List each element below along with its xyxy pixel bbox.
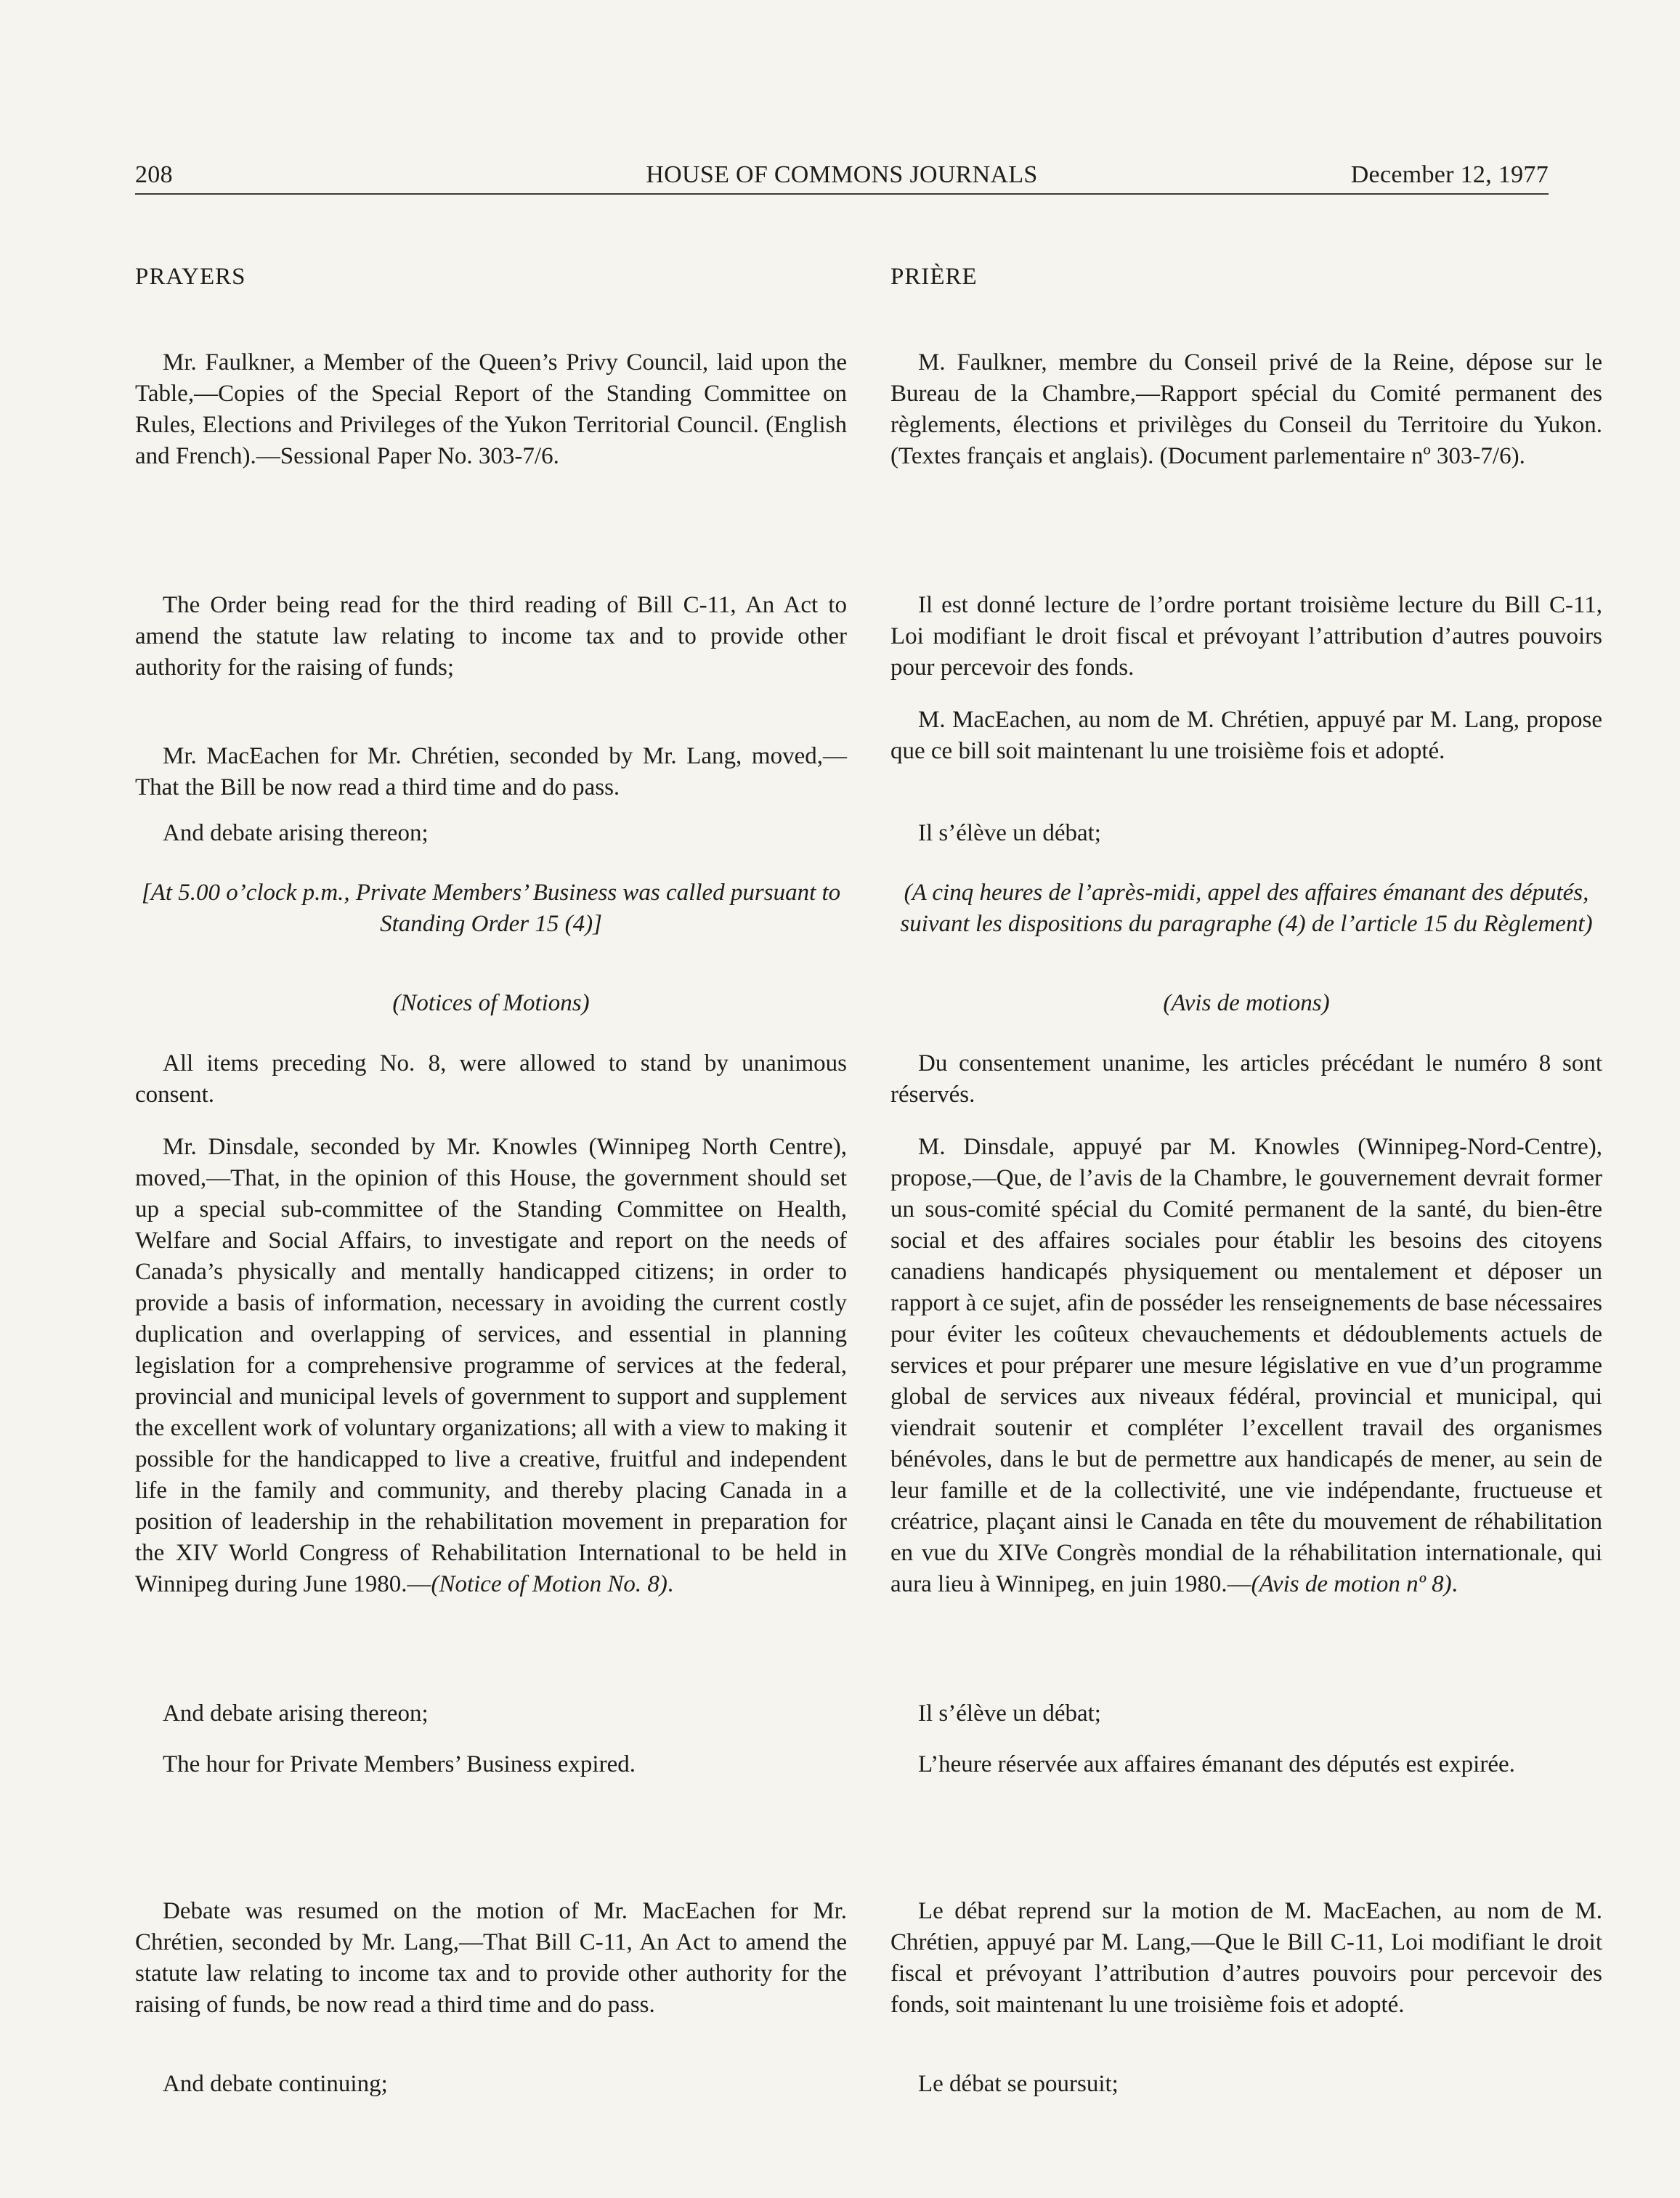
fr-dinsdale-ref: (Avis de motion nº 8) <box>1251 1571 1452 1597</box>
fr-dinsdale-end: . <box>1451 1571 1458 1597</box>
en-dinsdale-ref: (Notice of Motion No. 8) <box>431 1571 667 1597</box>
fr-dinsdale-motion <box>890 1132 1602 1600</box>
en-debate-arising-2: And debate arising thereon; <box>163 1700 429 1727</box>
fr-debate-arising-1: Il s’élève un débat; <box>918 820 1101 846</box>
en-tabled-paragraph: Mr. Faulkner, a Member of the Queen’s Privy Council, laid upon the Table,—Copies of the Special Report of the Standing Committee on Rules, Elections and Privileges of the Yukon Territorial Council. (English and French).—Sessional Paper No. 303-7/6. <box>135 349 847 469</box>
prayers-heading: PRAYERS <box>135 264 246 290</box>
en-private-members-notice: [At 5.00 o’clock p.m., Private Members’ Business was called pursuant to Standing Order 15 (4)] <box>141 880 841 937</box>
journal-title: HOUSE OF COMMONS JOURNALS <box>646 161 1038 188</box>
en-debate-arising-1: And debate arising thereon; <box>163 820 429 846</box>
fr-moved-paragraph: M. MacEachen, au nom de M. Chrétien, appuyé par M. Lang, propose que ce bill soit maintenant lu une troisième fois et adopté. <box>890 707 1602 764</box>
fr-order-read-paragraph: Il est donné lecture de l’ordre portant troisième lecture du Bill C-11, Loi modifiant le droit fiscal et prévoyant l’attribution d’autres pouvoirs pour percevoir des fonds. <box>890 592 1602 681</box>
en-hour-expired: The hour for Private Members’ Business expired. <box>163 1751 636 1777</box>
en-moved-paragraph: Mr. MacEachen for Mr. Chrétien, seconded by Mr. Lang, moved,—That the Bill be now read a third time and do pass. <box>135 743 847 800</box>
fr-private-members-notice: (A cinq heures de l’après-midi, appel des affaires émanant des députés, suivant les dispositions du paragraphe (4) de l’article 15 du Règlement) <box>900 880 1593 937</box>
priere-heading: PRIÈRE <box>890 264 978 290</box>
en-debate-resumed: Debate was resumed on the motion of Mr. MacEachen for Mr. Chrétien, seconded by Mr. Lang,—That Bill C-11, An Act to amend the statute law relating to income tax and to provide other authority for the raising of funds, be now read a third time and do pass. <box>135 1898 847 2018</box>
header-rule <box>135 193 1549 195</box>
en-dinsdale-text: Mr. Dinsdale, seconded by Mr. Knowles (Winnipeg North Centre), moved,—That, in the opinion of this House, the government should set up a special sub-committee of the Standing Committee on Health, Welfare and Social Affairs, to investigate and report on the needs of Canada’s physically and mentally handicapped citizens; in order to provide a basis of information, necessary in avoiding the current costly duplication and overlapping of services, and essential in planning legislation for a comprehensive programme of services at the federal, provincial and municipal levels of government to support and supplement the excellent work of voluntary organizations; all with a view to making it possible for the handicapped to live a creative, fruitful and independent life in the family and community, and thereby placing Canada in a position of leadership in the rehabilitation movement in preparation for the XIV World Congress of Rehabilitation International to be held in Winnipeg during June 1980.— <box>135 1134 847 1597</box>
fr-notices-heading: (Avis de motions) <box>1163 990 1330 1016</box>
fr-debate-arising-2: Il s’élève un débat; <box>918 1700 1101 1727</box>
en-dinsdale-end: . <box>667 1571 674 1597</box>
fr-hour-expired: L’heure réservée aux affaires émanant des députés est expirée. <box>918 1751 1515 1777</box>
en-dinsdale-motion <box>135 1132 847 1600</box>
fr-dinsdale-text: M. Dinsdale, appuyé par M. Knowles (Winnipeg-Nord-Centre), propose,—Que, de l’avis de la Chambre, le gouvernement devrait former un sous-comité spécial du Comité permanent de la santé, du bien-être social et des affaires sociales pour établir les besoins des citoyens canadiens handicapés physiquement ou mentalement et déposer un rapport à ce sujet, afin de posséder les renseignements de base nécessaires pour éviter les coûteux chevauchements et dédoublements actuels de services et pour préparer une mesure législative en vue d’un programme global de services aux niveaux fédéral, provincial et municipal, qui viendrait soutenir et compléter l’excellent travail des organismes bénévoles, dans le but de permettre aux handicapés de mener, au sein de leur famille et de la collectivité, une vie indépendante, fructueuse et créatrice, plaçant ainsi le Canada en tête du mouvement de réhabilitation en vue du XIVe Congrès mondial de la réhabilitation internationale, qui aura lieu à Winnipeg, en juin 1980.— <box>890 1134 1602 1597</box>
page-header <box>135 161 1549 193</box>
page-number: 208 <box>135 161 173 188</box>
en-items-stand-paragraph: All items preceding No. 8, were allowed to stand by unanimous consent. <box>135 1050 847 1108</box>
en-notices-heading: (Notices of Motions) <box>392 990 590 1016</box>
fr-items-stand-paragraph: Du consentement unanime, les articles précédant le numéro 8 sont réservés. <box>890 1050 1602 1108</box>
page-date: December 12, 1977 <box>1350 161 1549 188</box>
en-order-read-paragraph: The Order being read for the third reading of Bill C-11, An Act to amend the statute law relating to income tax and to provide other authority for the raising of funds; <box>135 592 847 681</box>
en-debate-continuing: And debate continuing; <box>163 2071 388 2097</box>
fr-tabled-paragraph: M. Faulkner, membre du Conseil privé de la Reine, dépose sur le Bureau de la Chambre,—Rapport spécial du Comité permanent des règlements, élections et privilèges du Conseil du Territoire du Yukon. (Textes français et anglais). (Document parlementaire nº 303-7/6). <box>890 349 1602 469</box>
fr-debate-continuing: Le débat se poursuit; <box>918 2071 1119 2097</box>
fr-debate-resumed: Le débat reprend sur la motion de M. MacEachen, au nom de M. Chrétien, appuyé par M. Lang,—Que le Bill C-11, Loi modifiant le droit fiscal et prévoyant l’attribution d’autres pouvoirs pour percevoir des fonds, soit maintenant lu une troisième fois et adopté. <box>890 1898 1602 2018</box>
